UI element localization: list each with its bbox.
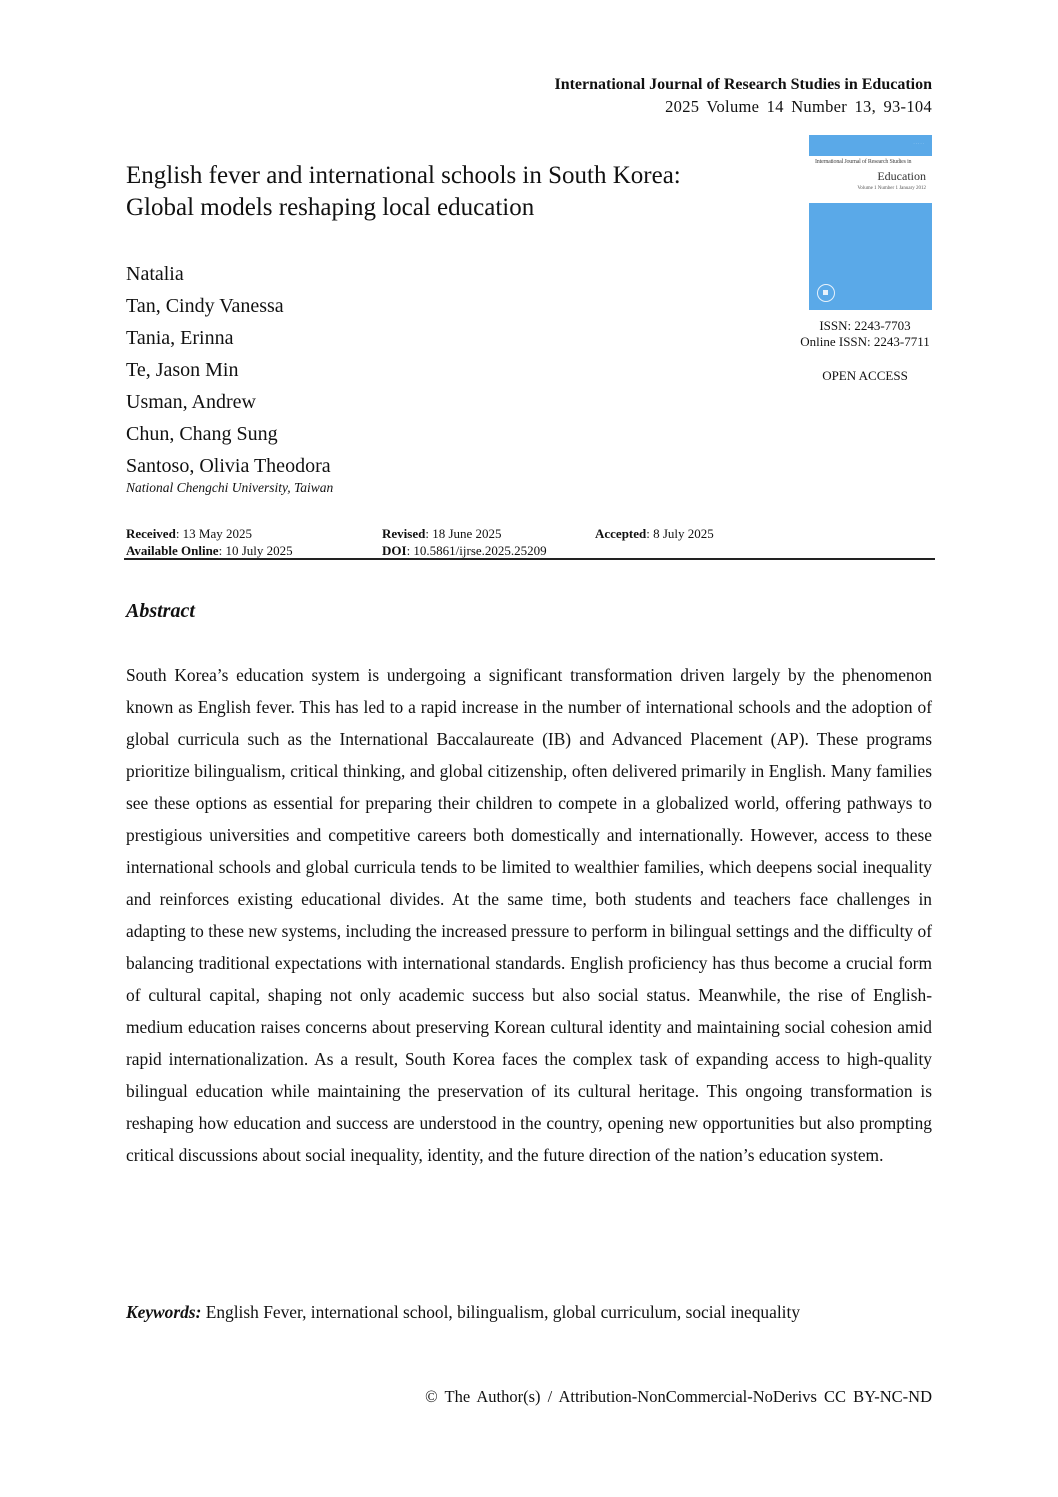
publisher-logo-icon: [817, 284, 835, 302]
author: Tania, Erinna: [126, 327, 234, 349]
author-list: [126, 258, 333, 496]
issn-block: [790, 318, 940, 350]
revised-date: [382, 526, 502, 542]
affiliation: National Chengchi University, Taiwan: [126, 480, 334, 495]
author: Tan, Cindy Vanessa: [126, 295, 284, 317]
license-footer: © The Author(s) / Attribution-NonCommercial-NoDerivs CC BY-NC-ND: [425, 1387, 932, 1406]
abstract-body: South Korea’s education system is undergoing a significant transformation driven largely by the phenomenon known as English fever. This has led to a rapid increase in the number of international schools and the adoption of global curricula such as the International Baccalaureate (IB) and Advanced Placement (AP). These programs prioritize bilingualism, critical thinking, and global citizenship, often delivered primarily in English. Many families see these options as essential for preparing their children to compete in a globalized world, offering pathways to prestigious universities and competitive careers both domestically and internationally. However, access to these international schools and global curricula tends to be limited to wealthier families, which deepens social inequality and reinforces existing educational divides. At the same time, both students and teachers face challenges in adapting to these new systems, including the increased pressure to perform in bilingual settings and the difficulty of balancing traditional expectations with international standards. English proficiency has thus become a crucial form of cultural capital, shaping not only academic success but also social status. Meanwhile, the rise of English-medium education raises concerns about preserving Korean cultural identity and maintaining social cohesion amid rapid internationalization. As a result, South Korea faces the complex task of expanding access to high-quality bilingual education while maintaining the preservation of its cultural heritage. This ongoing transformation is reshaping how education and success are understood in the country, opening new opportunities but also prompting critical discussions about social inequality, identity, and the future direction of the nation’s education system.: [126, 665, 932, 1165]
online-issn: Online ISSN: 2243-7711: [800, 334, 930, 349]
abstract-heading: Abstract: [126, 600, 195, 622]
journal-name: International Journal of Research Studies in Education: [554, 76, 932, 93]
revised-label: Revised: [382, 526, 426, 541]
author: Santoso, Olivia Theodora: [126, 455, 331, 477]
keywords: [126, 1302, 800, 1323]
received-date: [126, 526, 252, 542]
header-divider: [124, 558, 935, 560]
print-issn: ISSN: 2243-7703: [819, 318, 911, 333]
available-online-date: [126, 543, 293, 559]
journal-issue: 2025 Volume 14 Number 13, 93-104: [665, 97, 932, 116]
cover-top-band: [809, 135, 932, 156]
revised-value: : 18 June 2025: [425, 526, 502, 541]
cover-meta: Volume 1 Number 1 January 2012: [857, 186, 926, 191]
received-value: : 13 May 2025: [175, 526, 253, 541]
title-line-1: English fever and international schools in South Korea:: [126, 162, 681, 189]
open-access-label: OPEN ACCESS: [822, 368, 908, 383]
cover-top-text: · · · · ·: [913, 141, 924, 146]
doi: [382, 543, 547, 559]
online-label: Available Online: [126, 543, 219, 558]
author: Usman, Andrew: [126, 391, 256, 413]
accepted-value: : 8 July 2025: [646, 526, 714, 541]
cover-main-band: [809, 203, 932, 310]
author: Chun, Chang Sung: [126, 423, 278, 445]
author: Natalia: [126, 263, 184, 285]
title-line-2: Global models reshaping local education: [126, 194, 535, 221]
article-title: [126, 160, 786, 224]
journal-cover-image: [809, 135, 932, 310]
keywords-label: Keywords:: [126, 1302, 202, 1322]
received-label: Received: [126, 526, 176, 541]
cover-big-title: Education: [877, 169, 926, 183]
online-value: : 10 July 2025: [218, 543, 293, 558]
accepted-date: [595, 526, 714, 542]
doi-value[interactable]: : 10.5861/ijrse.2025.25209: [406, 543, 547, 558]
doi-label: DOI: [382, 543, 407, 558]
author: Te, Jason Min: [126, 359, 239, 381]
cover-small-title: International Journal of Research Studies in: [815, 159, 912, 165]
keywords-value: English Fever, international school, bilingualism, global curriculum, social inequality: [201, 1302, 801, 1322]
publication-dates: [126, 526, 935, 560]
accepted-label: Accepted: [595, 526, 647, 541]
